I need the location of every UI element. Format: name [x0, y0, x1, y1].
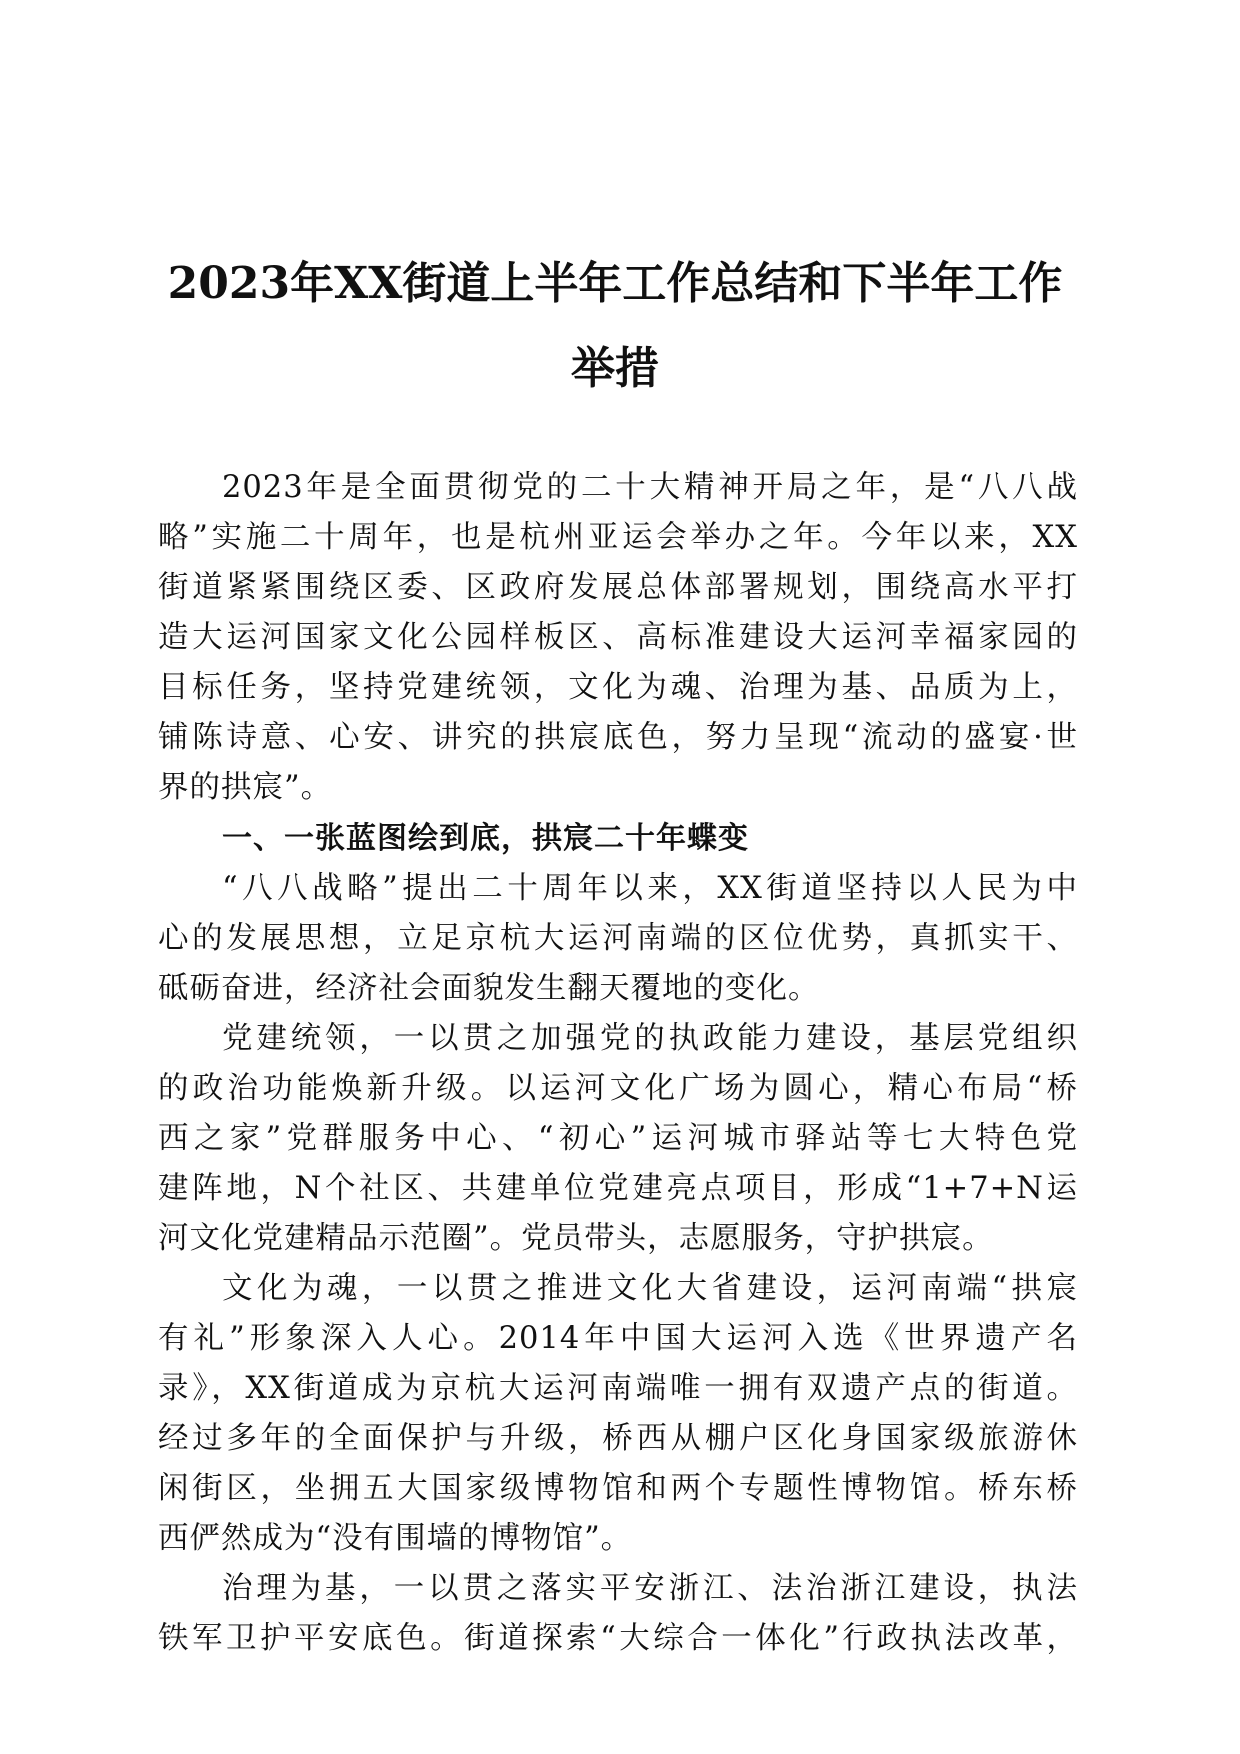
paragraph-1-line-2: 略”实施二十周年，也是杭州亚运会举办之年。今年以来，XX [158, 520, 1078, 555]
paragraph-4-line-1: 文化为魂，一以贯之推进文化大省建设，运河南端“拱宸 [222, 1271, 1078, 1306]
paragraph-1-line-4: 造大运河国家文化公园样板区、高标准建设大运河幸福家园的 [158, 620, 1078, 655]
paragraph-4-line-3: 录》，XX街道成为京杭大运河南端唯一拥有双遗产点的街道。 [158, 1371, 1078, 1406]
paragraph-5-line-1: 治理为基，一以贯之落实平安浙江、法治浙江建设，执法 [222, 1571, 1078, 1606]
document-title-line-2: 举措 [571, 343, 659, 394]
paragraph-4-line-5: 闲街区，坐拥五大国家级博物馆和两个专题性博物馆。桥东桥 [158, 1471, 1078, 1506]
paragraph-5-line-2: 铁军卫护平安底色。街道探索“大综合一体化”行政执法改革， [158, 1621, 1078, 1656]
paragraph-1-line-3: 街道紧紧围绕区委、区政府发展总体部署规划，围绕高水平打 [158, 570, 1078, 605]
paragraph-3-line-2: 的政治功能焕新升级。以运河文化广场为圆心，精心布局“桥 [158, 1071, 1078, 1106]
paragraph-2-line-3: 砥砺奋进，经济社会面貌发生翻天覆地的变化。 [158, 971, 820, 1006]
paragraph-3-line-3: 西之家”党群服务中心、“初心”运河城市驿站等七大特色党 [158, 1121, 1078, 1156]
section-heading-1: 一、一张蓝图绘到底，拱宸二十年蝶变 [222, 821, 749, 856]
paragraph-1-line-1: 2023年是全面贯彻党的二十大精神开局之年，是“八八战 [222, 470, 1078, 505]
document-title-line-1: 2023年XX街道上半年工作总结和下半年工作 [167, 258, 1063, 309]
paragraph-2-line-2: 心的发展思想，立足京杭大运河南端的区位优势，真抓实干、 [158, 921, 1078, 956]
paragraph-2-line-1: “八八战略”提出二十周年以来，XX街道坚持以人民为中 [222, 871, 1078, 906]
paragraph-4-line-4: 经过多年的全面保护与升级，桥西从棚户区化身国家级旅游休 [158, 1421, 1078, 1456]
paragraph-4-line-2: 有礼”形象深入人心。2014年中国大运河入选《世界遗产名 [158, 1321, 1078, 1356]
paragraph-1-line-5: 目标任务，坚持党建统领，文化为魂、治理为基、品质为上， [158, 670, 1078, 705]
paragraph-4-line-6: 西俨然成为“没有围墙的博物馆”。 [158, 1521, 633, 1556]
paragraph-3-line-5: 河文化党建精品示范圈”。党员带头，志愿服务，守护拱宸。 [158, 1221, 994, 1256]
paragraph-3-line-1: 党建统领，一以贯之加强党的执政能力建设，基层党组织 [222, 1021, 1078, 1056]
paragraph-3-line-4: 建阵地，N个社区、共建单位党建亮点项目，形成“1+7+N运 [158, 1171, 1078, 1206]
paragraph-1-line-6: 铺陈诗意、心安、讲究的拱宸底色，努力呈现“流动的盛宴·世 [158, 720, 1078, 755]
paragraph-1-line-7: 界的拱宸”。 [158, 770, 333, 805]
